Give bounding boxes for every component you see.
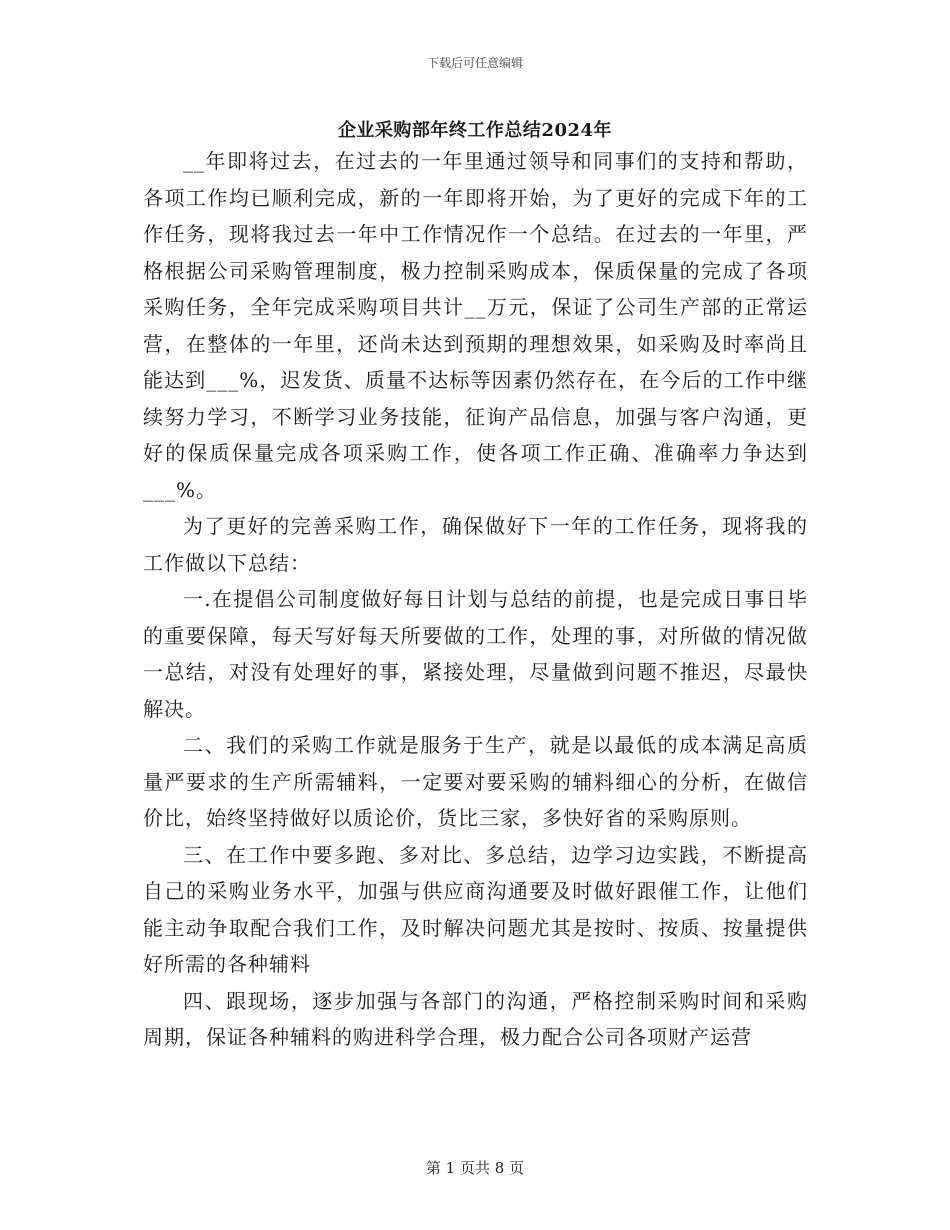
download-note: 下载后可任意编辑 [426,56,523,70]
paragraph-point-4: 四、跟现场，逐步加强与各部门的沟通，严格控制采购时间和采购周期，保证各种辅料的购进科学合理，极力配合公司各项财产运营 [143,988,808,1049]
paragraph-summary-lead: 为了更好的完善采购工作，确保做好下一年的工作任务，现将我的工作做以下总结： [143,514,808,575]
page-number: 第 1 页共 8 页 [425,1159,525,1177]
document-title: 企业采购部年终工作总结2024年 [337,120,613,141]
paragraph-point-3: 三、在工作中要多跑、多对比、多总结，边学习边实践，不断提高自己的采购业务水平，加强与供应商沟通要及时做好跟催工作，让他们能主动争取配合我们工作，及时解决问题尤其是按时、按质、按量提供好所需的各种辅料 [143,842,808,976]
paragraph-point-2: 二、我们的采购工作就是服务于生产，就是以最低的成本满足高质量严要求的生产所需辅料，一定要对要采购的辅料细心的分析，在做信价比，始终坚持做好以质论价，货比三家，多快好省的采购原则。 [143,733,808,830]
document-body [143,143,808,1056]
paragraph-point-1: 一.在提倡公司制度做好每日计划与总结的前提，也是完成日事日毕的重要保障，每天写好每天所要做的工作，处理的事，对所做的情况做一总结，对没有处理好的事，紧接处理，尽量做到问题不推迟，尽最快解决。 [143,587,808,721]
paragraph-intro: __年即将过去，在过去的一年里通过领导和同事们的支持和帮助，各项工作均已顺利完成，新的一年即将开始，为了更好的完成下年的工作任务，现将我过去一年中工作情况作一个总结。在过去的一年里，严格根据公司采购管理制度，极力控制采购成本，保质保量的完成了各项采购任务，全年完成采购项目共计__万元，保证了公司生产部的正常运营，在整体的一年里，还尚未达到预期的理想效果，如采购及时率尚且能达到___%，迟发货、质量不达标等因素仍然存在，在今后的工作中继续努力学习，不断学习业务技能，征询产品信息，加强与客户沟通，更好的保质保量完成各项采购工作，使各项工作正确、准确率力争达到___%。 [143,149,808,502]
